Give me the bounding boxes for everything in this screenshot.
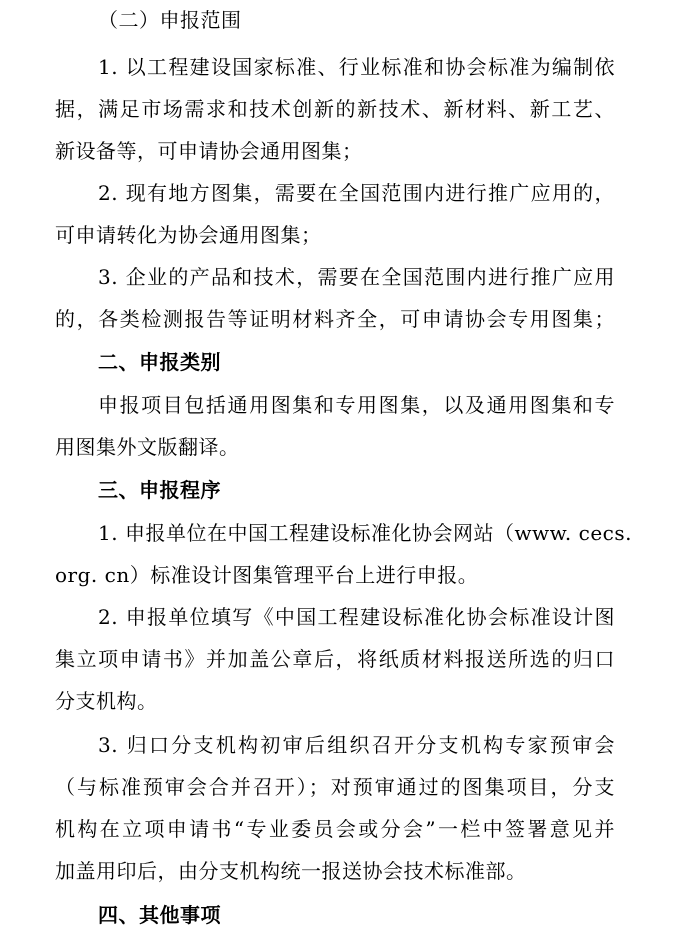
procedure-item-1-line-2: org. cn）标准设计图集管理平台上进行申报。 xyxy=(55,563,479,587)
procedure-item-2-line-3: 分支机构。 xyxy=(55,689,158,713)
scope-item-2-line-1: 2. 现有地方图集，需要在全国范围内进行推广应用的， xyxy=(98,181,615,205)
procedure-item-3-line-3: 机构在立项申请书“专业委员会或分会”一栏中签署意见并 xyxy=(55,817,615,841)
category-para-line-2: 用图集外文版翻译。 xyxy=(55,435,240,459)
category-para-line-1: 申报项目包括通用图集和专用图集，以及通用图集和专 xyxy=(98,393,615,417)
scope-item-3-line-1: 3. 企业的产品和技术，需要在全国范围内进行推广应用 xyxy=(98,265,615,289)
procedure-item-2-line-2: 集立项申请书》并加盖公章后，将纸质材料报送所选的归口 xyxy=(55,647,615,671)
section-heading-other: 四、其他事项 xyxy=(98,903,221,927)
procedure-item-3-line-2: （与标准预审会合并召开）；对预审通过的图集项目，分支 xyxy=(55,775,615,799)
procedure-item-1-line-1: 1. 申报单位在中国工程建设标准化协会网站（www. cecs. xyxy=(98,521,632,545)
scope-item-1-line-2: 据，满足市场需求和技术创新的新技术、新材料、新工艺、 xyxy=(55,97,615,121)
section-heading-procedure: 三、申报程序 xyxy=(98,478,221,502)
procedure-item-3-line-1: 3. 归口分支机构初审后组织召开分支机构专家预审会 xyxy=(98,733,615,757)
section-heading-category: 二、申报类别 xyxy=(98,350,221,374)
scope-item-1-line-1: 1. 以工程建设国家标准、行业标准和协会标准为编制依 xyxy=(98,55,615,79)
procedure-item-2-line-1: 2. 申报单位填写《中国工程建设标准化协会标准设计图 xyxy=(98,605,615,629)
scope-item-2-line-2: 可申请转化为协会通用图集； xyxy=(55,223,322,247)
subsection-title-scope: （二）申报范围 xyxy=(98,8,242,32)
scope-item-1-line-3: 新设备等，可申请协会通用图集； xyxy=(55,139,363,163)
scope-item-3-line-2: 的，各类检测报告等证明材料齐全，可申请协会专用图集； xyxy=(55,307,615,331)
procedure-item-3-line-4: 加盖用印后，由分支机构统一报送协会技术标准部。 xyxy=(55,859,527,883)
